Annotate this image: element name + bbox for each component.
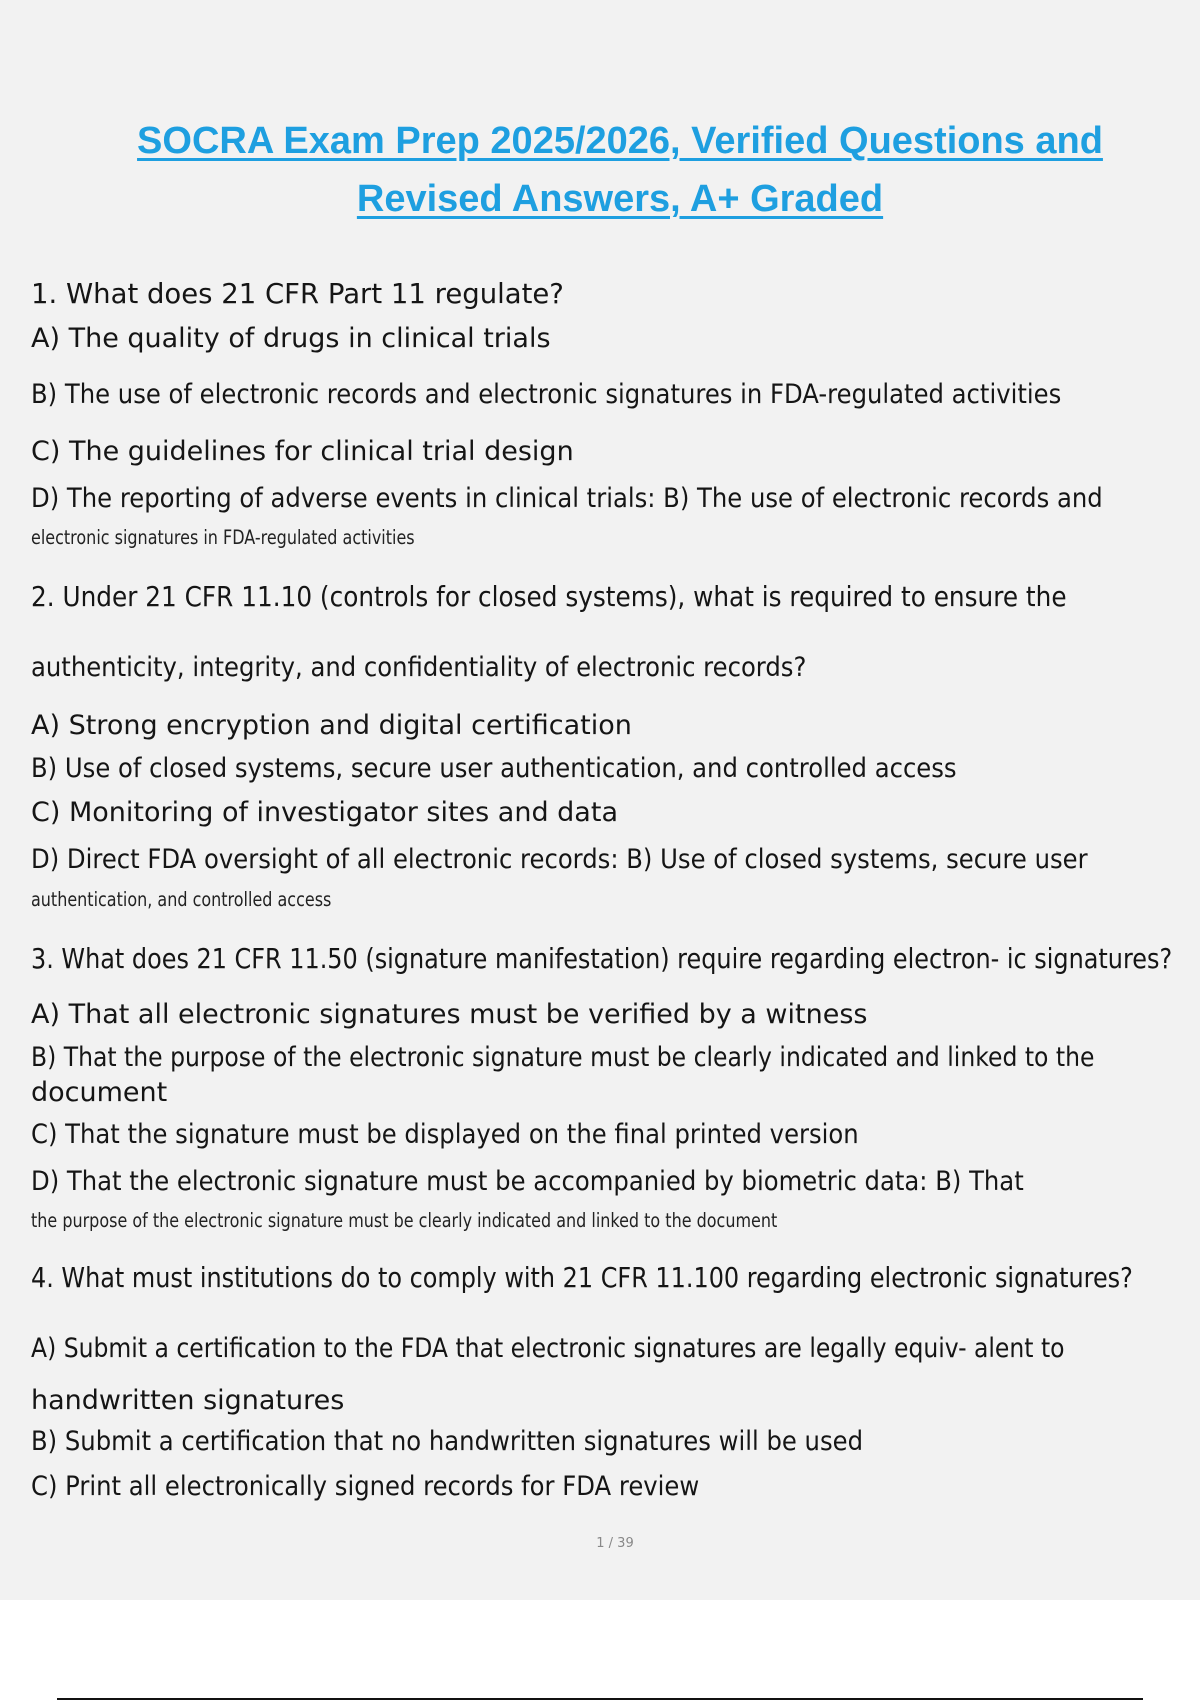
q4-option-b: B) Submit a certification that no handwritten signatures will be used — [31, 1426, 863, 1457]
q2-option-b: B) Use of closed systems, secure user authentication, and controlled access — [31, 753, 957, 784]
q1-option-b: B) The use of electronic records and electronic signatures in FDA-regulated activities — [31, 379, 1062, 410]
q1-option-a: A) The quality of drugs in clinical trials — [31, 323, 551, 354]
q2-option-d: D) Direct FDA oversight of all electronic records: B) Use of closed systems, secure user — [31, 844, 1088, 875]
title-line-2: Revised Answers, A+ Graded — [356, 178, 884, 220]
q4-option-a-continued: handwritten signatures — [31, 1385, 345, 1416]
q3-option-b: B) That the purpose of the electronic signature must be clearly indicated and linked to the — [31, 1042, 1095, 1073]
q3-answer-continued: the purpose of the electronic signature must be clearly indicated and linked to the document — [31, 1209, 778, 1232]
page-number: 1 / 39 — [596, 1536, 634, 1551]
question-4: 4. What must institutions do to comply with 21 CFR 11.100 regarding electronic signatures? — [31, 1262, 1133, 1294]
q3-option-a: A) That all electronic signatures must be verified by a witness — [31, 999, 868, 1030]
q3-option-d: D) That the electronic signature must be accompanied by biometric data: B) That — [31, 1166, 1024, 1197]
q2-option-a: A) Strong encryption and digital certification — [31, 710, 632, 741]
question-3: 3. What does 21 CFR 11.50 (signature manifestation) require regarding electron- ic signatures? — [31, 943, 1173, 975]
title-line-1: SOCRA Exam Prep 2025/2026, Verified Questions and — [137, 120, 1103, 162]
question-2-continued: authenticity, integrity, and confidentiality of electronic records? — [31, 652, 807, 683]
q3-option-b-continued: document — [31, 1077, 168, 1108]
question-2: 2. Under 21 CFR 11.10 (controls for closed systems), what is required to ensure the — [31, 581, 1067, 613]
q2-option-c: C) Monitoring of investigator sites and data — [31, 797, 618, 828]
q4-option-c: C) Print all electronically signed records for FDA review — [31, 1471, 700, 1502]
q2-answer-continued: authentication, and controlled access — [31, 888, 332, 911]
q1-option-c: C) The guidelines for clinical trial design — [31, 436, 574, 467]
q1-answer-continued: electronic signatures in FDA-regulated activities — [31, 526, 415, 549]
q3-option-c: C) That the signature must be displayed on the final printed version — [31, 1119, 859, 1150]
document-title — [0, 112, 1200, 228]
question-1: 1. What does 21 CFR Part 11 regulate? — [31, 278, 564, 310]
q1-option-d: D) The reporting of adverse events in clinical trials: B) The use of electronic records and — [31, 483, 1103, 514]
q4-option-a: A) Submit a certification to the FDA that electronic signatures are legally equiv- alent to — [31, 1333, 1065, 1364]
